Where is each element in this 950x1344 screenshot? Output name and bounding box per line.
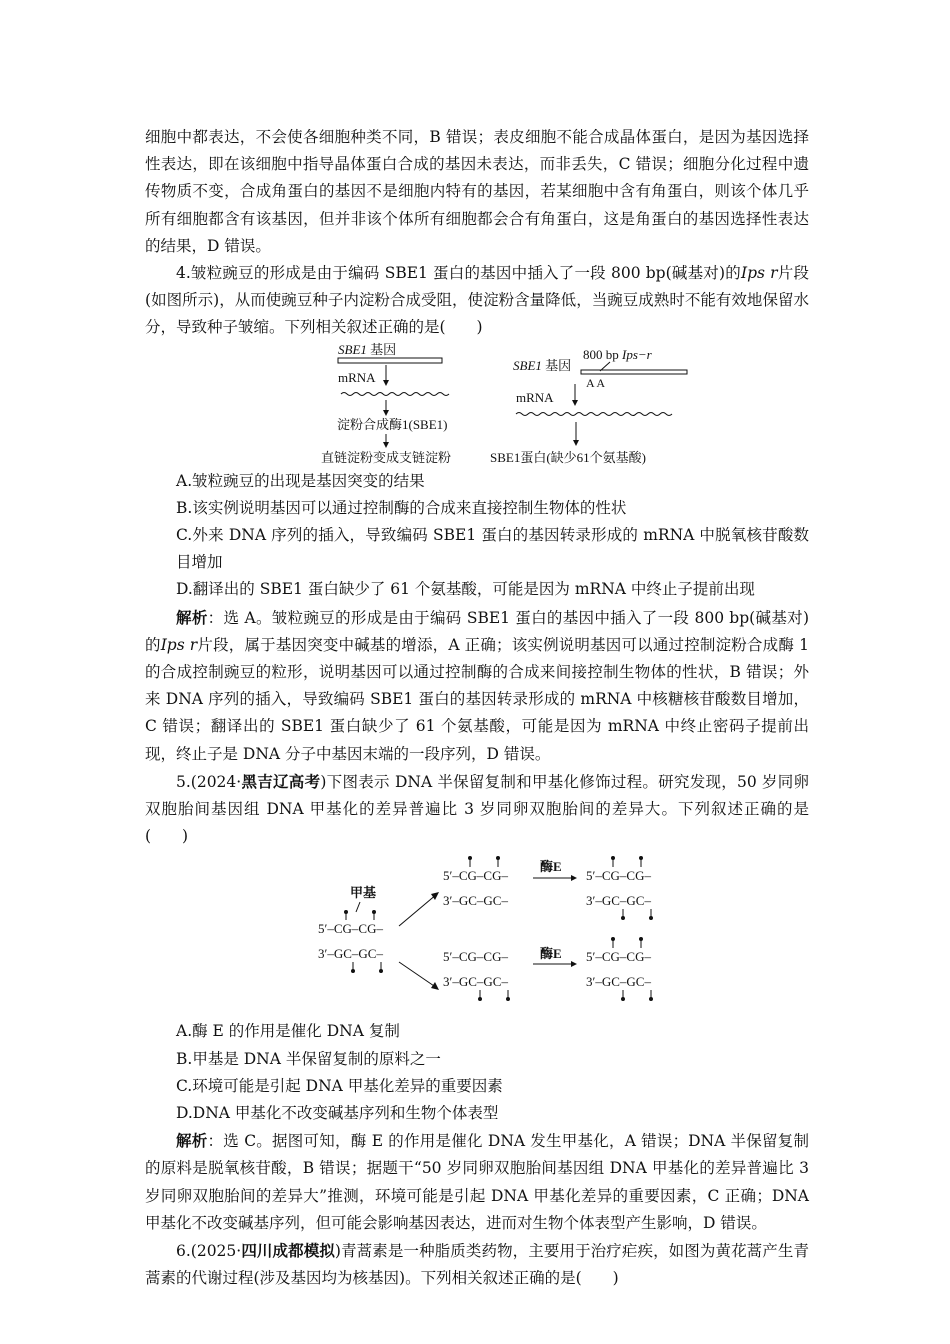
q5-bl-dot-2 xyxy=(506,997,510,1001)
q5-br-bot: 3′–GC–GC– xyxy=(586,974,651,990)
q5-branch-arrowhead-down xyxy=(431,982,439,990)
q4-left-product: 直链淀粉变成支链淀粉 xyxy=(321,449,452,465)
intro-paragraph: 细胞中都表达，不会使各细胞种类不同，B 错误；表皮细胞不能合成晶体蛋白，是因为基因选择性表达，即在该细胞中指导晶体蛋白合成的基因未表达，而非丢失，C 错误；细胞分化过程中遗传物质不变，合成角蛋白的基因不是细胞内特有的基因，若某细胞中含有角蛋白，则该个体几乎所有细胞都含有该基因，但并非该个体所有细胞都会合有角蛋白，这是角蛋白的基因选择性表达的结果，D 错误。 xyxy=(145,128,809,255)
q5-figure xyxy=(145,850,809,1018)
q5-tl-bot: 3′–GC–GC– xyxy=(443,893,508,909)
q5-bl-top: 5′–CG–CG– xyxy=(443,949,508,965)
q5-tr-bot-dot-2 xyxy=(649,916,653,920)
q5-tl-top: 5′–CG–CG– xyxy=(443,868,508,884)
q5-branch-arrowhead-up xyxy=(431,892,439,900)
q5-methyl-pointer xyxy=(356,902,360,912)
q4-option-d: D.翻译出的 SBE1 蛋白缺少了 61 个氨基酸，可能是因为 mRNA 中终止子提前出现 xyxy=(176,580,755,599)
q6-stem xyxy=(145,1237,809,1292)
q5-option-b: B.甲基是 DNA 半保留复制的原料之一 xyxy=(176,1049,441,1068)
page-content xyxy=(145,124,809,1293)
q5-br-bot-dot-1 xyxy=(621,997,625,1001)
q5-tr-top: 5′–CG–CG– xyxy=(586,868,651,884)
q5-tr-bot: 3′–GC–GC– xyxy=(586,893,651,909)
q5-bl-bot: 3′–GC–GC– xyxy=(443,974,508,990)
q5-option-a: A.酶 E 的作用是催化 DNA 复制 xyxy=(176,1022,400,1041)
q4-analysis xyxy=(145,604,809,768)
q5-enzyme-arrowhead-top xyxy=(571,875,577,881)
q4-right-protein: SBE1蛋白(缺少61个氨基酸) xyxy=(490,449,647,465)
q5-parent-top: 5′–CG–CG– xyxy=(318,921,383,937)
q5-tr-bot-dot-1 xyxy=(621,916,625,920)
q4-figure-svg xyxy=(145,342,809,468)
q5-figure-svg xyxy=(145,850,809,1018)
q4-left-arrowhead-1 xyxy=(383,380,389,386)
q4-figure xyxy=(145,342,809,468)
q4-analysis-label: 解析 xyxy=(176,607,208,627)
q4-option-a: A.皱粒豌豆的出现是基因突变的结果 xyxy=(176,471,425,490)
q5-option-c: C.环境可能是引起 DNA 甲基化差异的重要因素 xyxy=(176,1076,503,1095)
q5-analysis-text: ：选 C。据图可知，酶 E 的作用是催化 DNA 发生甲基化，A 错误；DNA 半保留复制的原料是脱氧核苷酸，B 错误；据题干“50 岁同卵双胞胎间基因组 DNA 甲基化的差异普遍比 3 岁同卵双胞胎间的差异大”推测，环境可能是引起 DNA 甲基化差异的重要因素，C 正确；DNA 甲基化不改变碱基序列，但可能会影响基因表达，进而对生物个体表型产生影响，D 错误。 xyxy=(145,1132,809,1232)
q5-stem-text: )下图表示 DNA 半保留复制和甲基化修饰过程。研究发现，50 岁同卵双胞胎间基因组 DNA 甲基化的差异普遍比 3 岁同卵双胞胎间的差异大。下列叙述正确的是( ) xyxy=(145,772,809,846)
q4-option-b: B.该实例说明基因可以通过控制酶的合成来直接控制生物体的性状 xyxy=(176,498,627,517)
q4-left-gene-label: SBE1 基因 xyxy=(338,341,397,357)
q4-left-mrna-label: mRNA xyxy=(338,369,376,385)
q4-stem-italic: Ips r xyxy=(741,264,778,283)
q5-analysis-label: 解析 xyxy=(176,1131,208,1151)
q6-stem-text: )青蒿素是一种脂质类药物，主要用于治疗疟疾，如图为黄花蒿产生青蒿素的代谢过程(涉及基因均为核基因)。下列相关叙述正确的是( ) xyxy=(145,1242,809,1288)
q5-bl-dot-1 xyxy=(478,997,482,1001)
q4-left-arrowhead-2 xyxy=(383,410,389,416)
q5-stem xyxy=(145,768,809,851)
q4-analysis-italic: Ips r xyxy=(160,635,198,654)
q4-left-arrowhead-3 xyxy=(383,442,389,448)
q4-right-mrna-label: mRNA xyxy=(516,389,554,405)
q6-source: 四川成都模拟 xyxy=(241,1241,335,1261)
q4-left-enzyme: 淀粉合成酶1(SBE1) xyxy=(337,416,448,432)
q4-right-arrowhead-2 xyxy=(573,440,579,446)
q4-analysis-part-a: ：选 A。皱粒豌豆的形成是由于编码 SBE1 蛋白的基因中插入了一段 800 bp(碱基对)的 xyxy=(145,608,809,654)
q5-methyl-label: 甲基 xyxy=(350,885,377,901)
q4-option-c: C.外来 DNA 序列的插入，导致编码 SBE1 蛋白的基因转录形成的 mRNA 中脱氧核苷酸数目增加 xyxy=(176,526,809,572)
q4-right-arrowhead-1 xyxy=(572,400,578,406)
q4-left-mrna-wave xyxy=(341,392,449,395)
q4-right-gene-bar xyxy=(581,370,687,374)
q4-right-gene-label: SBE1 基因 xyxy=(513,357,572,373)
q5-branch-arrow-down xyxy=(399,962,437,988)
q5-parent-bot-dot-2 xyxy=(379,969,383,973)
q5-br-top: 5′–CG–CG– xyxy=(586,949,651,965)
q5-source: 黑吉辽高考 xyxy=(241,771,321,791)
q5-option-d: D.DNA 甲基化不改变碱基序列和生物个体表型 xyxy=(176,1104,499,1123)
q4-right-insert-label: 800 bp Ips−r xyxy=(583,346,652,362)
q4-stem-part-a: 4.皱粒豌豆的形成是由于编码 SBE1 蛋白的基因中插入了一段 800 bp(碱基对)的 xyxy=(176,264,741,283)
q4-analysis-part-b: 片段，属于基因突变中碱基的增添，A 正确；该实例说明基因可以通过控制淀粉合成酶 1 的合成控制豌豆的粒形，说明基因可以通过控制酶的合成来间接控制生物体的性状，B 错误；外来 DNA 序列的插入，导致编码 SBE1 蛋白的基因转录形成的 mRNA 中核糖核苷酸数目增加，C 错误；翻译出的 SBE1 蛋白缺少了 61 个氨基酸，可能是因为 mRNA 中终止密码子提前出现，终止子是 DNA 分子中基因末端的一段序列，D 错误。 xyxy=(145,635,809,763)
q5-enzyme-bot: 酶E xyxy=(540,946,562,962)
q5-enzyme-top: 酶E xyxy=(540,859,562,875)
q5-branch-arrow-up xyxy=(399,894,437,926)
q4-stem xyxy=(145,260,809,342)
q4-left-gene-bar xyxy=(338,358,442,363)
q5-analysis xyxy=(145,1127,809,1237)
q4-stem-part-b: 片段(如图所示)，从而使豌豆种子内淀粉合成受阻，使淀粉含量降低，当豌豆成熟时不能有效地保留水分，导致种子皱缩。下列相关叙述正确的是( ) xyxy=(145,264,809,337)
q5-enzyme-arrowhead-bot xyxy=(571,961,577,967)
q4-right-aa: A A xyxy=(586,375,606,390)
q5-number: 5.(2024· xyxy=(176,772,242,791)
q5-parent-bot-dot-1 xyxy=(351,969,355,973)
q6-number: 6.(2025· xyxy=(176,1242,242,1261)
q5-br-bot-dot-2 xyxy=(649,997,653,1001)
q4-right-mrna-wave xyxy=(516,412,672,415)
q5-parent-bot: 3′–GC–GC– xyxy=(318,946,383,962)
